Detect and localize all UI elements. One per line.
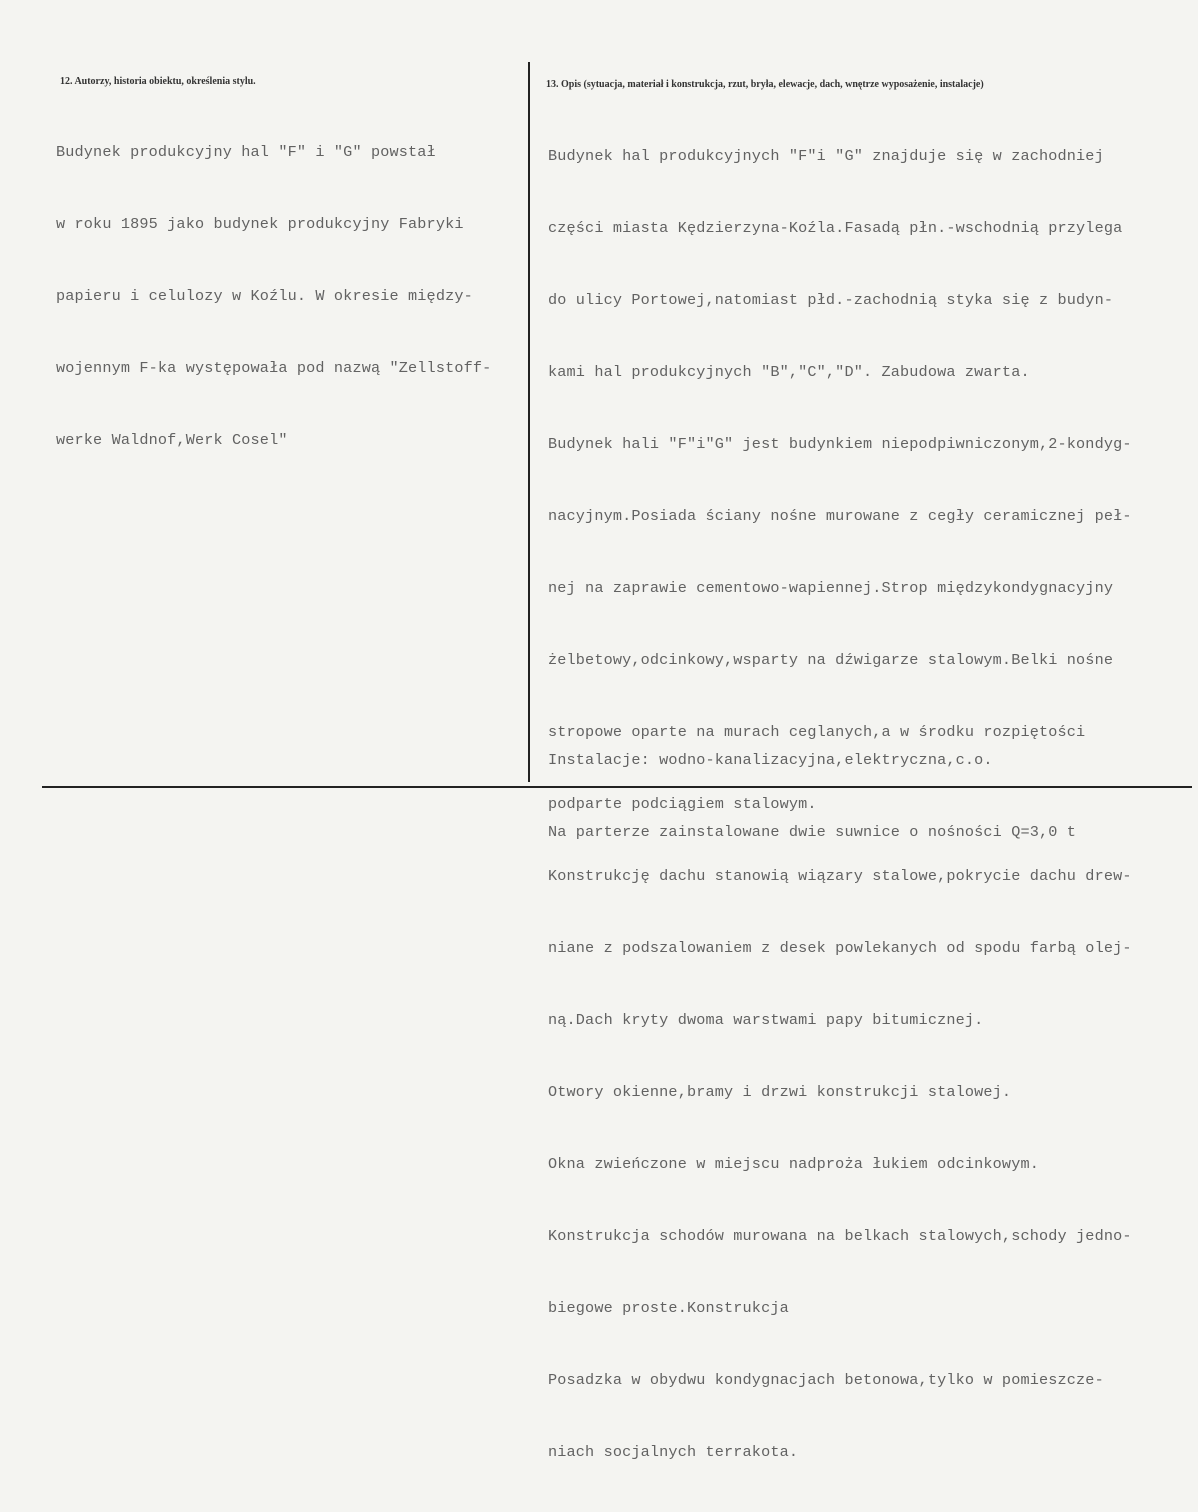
text-line: stropowe oparte na murach ceglanych,a w środku rozpiętości: [548, 723, 1086, 741]
installations-text: [548, 700, 1076, 892]
text-line: Otwory okienne,bramy i drzwi konstrukcji stalowej.: [548, 1083, 1012, 1101]
section-12-text: [56, 92, 491, 500]
text-line: Budynek hali "F"i"G" jest budynkiem niepodpiwniczonym,2-kondyg-: [548, 435, 1132, 453]
text-line: w roku 1895 jako budynek produkcyjny Fabryki: [56, 215, 464, 233]
text-line: Na parterze zainstalowane dwie suwnice o nośności Q=3,0 t: [548, 823, 1077, 841]
section-12-heading: 12. Autorzy, historia obiektu, określenia stylu.: [60, 76, 256, 87]
text-line: wojennym F-ka występowała pod nazwą "Zellstoff-: [56, 359, 492, 377]
text-line: biegowe proste.Konstrukcja: [548, 1299, 789, 1317]
text-line: nacyjnym.Posiada ściany nośne murowane z cegły ceramicznej peł-: [548, 507, 1132, 525]
text-line: Konstrukcję dachu stanowią wiązary stalowe,pokrycie dachu drew-: [548, 867, 1132, 885]
bottom-rule: [42, 786, 1192, 788]
text-line: Budynek hal produkcyjnych "F"i "G" znajduje się w zachodniej: [548, 147, 1104, 165]
text-line: Instalacje: wodno-kanalizacyjna,elektryczna,c.o.: [548, 751, 993, 769]
column-divider: [528, 62, 530, 782]
text-line: do ulicy Portowej,natomiast płd.-zachodnią styka się z budyn-: [548, 291, 1114, 309]
text-line: kami hal produkcyjnych "B","C","D". Zabudowa zwarta.: [548, 363, 1030, 381]
text-line: części miasta Kędzierzyna-Koźla.Fasadą płn.-wschodnią przylega: [548, 219, 1123, 237]
text-line: ną.Dach kryty dwoma warstwami papy bitumicznej.: [548, 1011, 984, 1029]
text-line: żelbetowy,odcinkowy,wsparty na dźwigarze stalowym.Belki nośne: [548, 651, 1114, 669]
text-line: nej na zaprawie cementowo-wapiennej.Strop międzykondygnacyjny: [548, 579, 1114, 597]
text-line: Posadzka w obydwu kondygnacjach betonowa,tylko w pomieszcze-: [548, 1371, 1104, 1389]
text-line: podparte podciągiem stalowym.: [548, 795, 817, 813]
text-line: Budynek produkcyjny hal "F" i "G" powstał: [56, 143, 436, 161]
text-line: werke Waldnof,Werk Cosel": [56, 431, 288, 449]
section-13-heading: 13. Opis (sytuacja, materiał i konstrukcja, rzut, bryła, elewacje, dach, wnętrze wyposażenie, instalacje): [546, 79, 984, 90]
text-line: Okna zwieńczone w miejscu nadproża łukiem odcinkowym.: [548, 1155, 1039, 1173]
text-line: niach socjalnych terrakota.: [548, 1443, 799, 1461]
text-line: Konstrukcja schodów murowana na belkach stalowych,schody jedno-: [548, 1227, 1132, 1245]
text-line: papieru i celulozy w Koźlu. W okresie między-: [56, 287, 473, 305]
text-line: niane z podszalowaniem z desek powlekanych od spodu farbą olej-: [548, 939, 1132, 957]
